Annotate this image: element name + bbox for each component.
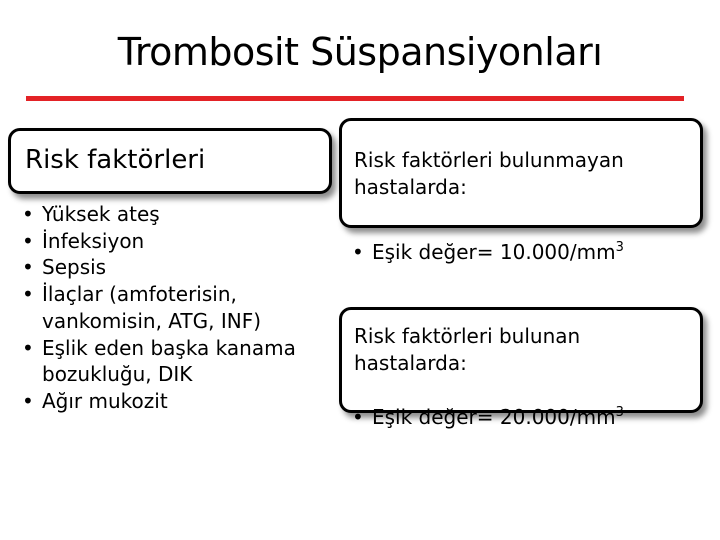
risk-factors-heading-box	[8, 128, 332, 194]
title-underline	[26, 96, 684, 101]
list-item-text: İlaçlar (amfoterisin, vankomisin, ATG, INF)	[42, 282, 262, 333]
threshold-value: Eşik değer= 20.000/mm	[372, 405, 616, 429]
with-risk-heading-box	[339, 307, 703, 413]
no-risk-heading: Risk faktörleri bulunmayan hastalarda:	[354, 148, 624, 199]
bullet: •	[22, 255, 34, 280]
with-risk-heading: Risk faktörleri bulunan hastalarda:	[354, 324, 581, 375]
list-item-text: İnfeksiyon	[42, 228, 145, 253]
list-item	[22, 388, 332, 415]
list-item	[22, 281, 332, 334]
bullet: •	[22, 388, 34, 413]
threshold-unit-exponent: 3	[615, 240, 624, 255]
bullet: •	[352, 240, 364, 264]
list-item-text: Yüksek ateş	[42, 202, 160, 226]
threshold-no-risk	[352, 240, 624, 264]
list-item	[22, 335, 332, 388]
bullet: •	[22, 228, 34, 253]
risk-factors-list	[22, 201, 332, 415]
slide-title: Trombosit Süspansiyonları	[117, 30, 603, 74]
bullet: •	[352, 405, 364, 429]
list-item	[22, 228, 332, 255]
bullet: •	[22, 335, 34, 360]
threshold-unit-exponent: 3	[615, 405, 624, 420]
list-item-text: Ağır mukozit	[42, 388, 168, 413]
threshold-with-risk	[352, 405, 624, 429]
risk-factors-heading: Risk faktörleri	[25, 145, 206, 175]
list-item	[22, 254, 332, 281]
no-risk-heading-box	[339, 118, 703, 228]
list-item-text: Eşlik eden başka kanama bozukluğu, DIK	[42, 335, 296, 387]
bullet: •	[22, 282, 34, 307]
list-item-text: Sepsis	[42, 255, 107, 280]
list-item	[22, 201, 332, 228]
threshold-value: Eşik değer= 10.000/mm	[372, 240, 616, 264]
bullet: •	[22, 202, 34, 226]
